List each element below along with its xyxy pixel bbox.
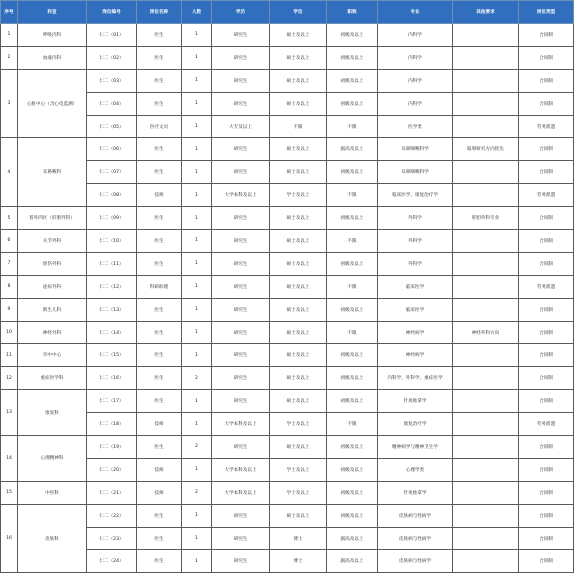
major-cell: 康复治疗学 [378, 413, 453, 436]
position-cell: 医生 [137, 298, 182, 321]
other-req-cell: 神经外科方向 [453, 321, 519, 344]
job-type-cell: 合同制 [519, 344, 574, 367]
table-row [1, 92, 574, 115]
table-row [1, 46, 574, 69]
count-cell: 1 [182, 46, 212, 69]
degree-cell: 硕士及以上 [270, 46, 327, 69]
seq-cell: 7 [1, 252, 18, 275]
other-req-cell [453, 24, 519, 47]
job-code-cell: 仁二（16） [87, 367, 137, 390]
job-code-cell: 仁二（12） [87, 275, 137, 298]
job-type-cell: 合同制 [519, 321, 574, 344]
degree-cell: 硕士及以上 [270, 275, 327, 298]
seq-cell: 4 [1, 138, 18, 207]
title-cell: 初级及以上 [327, 252, 378, 275]
education-cell: 研究生 [212, 367, 270, 390]
title-cell: 初级及以上 [327, 344, 378, 367]
education-cell: 研究生 [212, 252, 270, 275]
education-cell: 研究生 [212, 138, 270, 161]
table-row [1, 161, 574, 184]
education-cell: 研究生 [212, 321, 270, 344]
major-cell: 外科学 [378, 252, 453, 275]
other-req-cell [453, 92, 519, 115]
other-req-cell [453, 481, 519, 504]
job-code-cell: 仁二（22） [87, 504, 137, 527]
major-cell: 耳鼻咽喉科学 [378, 138, 453, 161]
education-cell: 研究生 [212, 46, 270, 69]
job-type-cell: 合同制 [519, 69, 574, 92]
major-cell: 内科学 [378, 92, 453, 115]
count-cell: 1 [182, 413, 212, 436]
count-cell: 1 [182, 298, 212, 321]
table-row [1, 481, 574, 504]
title-cell: 不限 [327, 413, 378, 436]
education-cell: 研究生 [212, 527, 270, 550]
dept-cell: 中医科 [18, 481, 87, 504]
title-cell: 副高及以上 [327, 138, 378, 161]
dept-cell: 血液内科 [18, 46, 87, 69]
job-code-cell: 仁二（07） [87, 161, 137, 184]
position-cell: 医生 [137, 207, 182, 230]
degree-cell: 硕士及以上 [270, 390, 327, 413]
degree-cell: 硕士及以上 [270, 161, 327, 184]
job-code-cell: 仁二（20） [87, 458, 137, 481]
title-cell: 不限 [327, 275, 378, 298]
table-row [1, 527, 574, 550]
job-code-cell: 仁二（24） [87, 550, 137, 573]
position-cell: 医生 [137, 344, 182, 367]
major-cell: 心理学类 [378, 458, 453, 481]
job-type-cell: 合同制 [519, 504, 574, 527]
count-cell: 1 [182, 230, 212, 253]
count-cell: 1 [182, 115, 212, 138]
title-cell: 初级及以上 [327, 24, 378, 47]
table-row [1, 390, 574, 413]
other-req-cell [453, 458, 519, 481]
degree-cell: 硕士及以上 [270, 298, 327, 321]
dept-cell: 耳鼻喉科 [18, 138, 87, 207]
job-code-cell: 仁二（19） [87, 436, 137, 459]
other-req-cell: 眩晕研究方向优先 [453, 138, 519, 161]
education-cell: 研究生 [212, 298, 270, 321]
job-code-cell: 仁二（05） [87, 115, 137, 138]
seq-cell: 15 [1, 481, 18, 504]
seq-cell: 5 [1, 207, 18, 230]
table-row [1, 275, 574, 298]
table-row [1, 115, 574, 138]
education-cell: 大学本科及以上 [212, 184, 270, 207]
major-cell: 外科学 [378, 207, 453, 230]
major-cell: 耳鼻咽喉科学 [378, 161, 453, 184]
education-cell: 研究生 [212, 550, 270, 573]
job-type-cell: 劳务派遣 [519, 115, 574, 138]
job-type-cell: 合同制 [519, 367, 574, 390]
degree-cell: 硕士及以上 [270, 92, 327, 115]
education-cell: 大学本科及以上 [212, 458, 270, 481]
job-code-cell: 仁二（11） [87, 252, 137, 275]
seq-cell: 13 [1, 390, 18, 436]
job-type-cell: 合同制 [519, 138, 574, 161]
job-code-cell: 仁二（18） [87, 413, 137, 436]
job-type-cell: 合同制 [519, 92, 574, 115]
job-code-cell: 仁二（10） [87, 230, 137, 253]
major-cell: 临床医学 [378, 275, 453, 298]
education-cell: 研究生 [212, 92, 270, 115]
job-type-cell: 合同制 [519, 252, 574, 275]
other-req-cell [453, 115, 519, 138]
table-row [1, 321, 574, 344]
degree-cell: 硕士及以上 [270, 138, 327, 161]
degree-cell: 硕士及以上 [270, 344, 327, 367]
title-cell: 初级及以上 [327, 92, 378, 115]
major-cell: 临床医学 [378, 298, 453, 321]
table-row [1, 504, 574, 527]
count-cell: 1 [182, 207, 212, 230]
major-cell: 皮肤病与性病学 [378, 504, 453, 527]
job-code-cell: 仁二（21） [87, 481, 137, 504]
job-type-cell: 合同制 [519, 24, 574, 47]
job-type-cell: 合同制 [519, 436, 574, 459]
other-req-cell [453, 504, 519, 527]
job-code-cell: 仁二（02） [87, 46, 137, 69]
dept-cell: 关节外科 [18, 230, 87, 253]
seq-cell: 14 [1, 436, 18, 482]
position-cell: 医生 [137, 252, 182, 275]
major-cell: 针灸推拿学 [378, 481, 453, 504]
seq-cell: 16 [1, 504, 18, 573]
degree-cell: 学士及以上 [270, 184, 327, 207]
job-type-cell: 合同制 [519, 46, 574, 69]
table-row [1, 138, 574, 161]
position-cell: 医生 [137, 230, 182, 253]
degree-cell: 硕士及以上 [270, 436, 327, 459]
education-cell: 研究生 [212, 436, 270, 459]
count-cell: 1 [182, 252, 212, 275]
job-type-cell: 合同制 [519, 550, 574, 573]
degree-cell: 硕士及以上 [270, 207, 327, 230]
degree-cell: 学士及以上 [270, 481, 327, 504]
degree-cell: 学士及以上 [270, 458, 327, 481]
job-code-cell: 仁二（06） [87, 138, 137, 161]
seq-cell: 10 [1, 321, 18, 344]
major-cell: 外科学 [378, 230, 453, 253]
other-req-cell [453, 527, 519, 550]
header-major: 专业 [378, 1, 453, 24]
degree-cell: 博士 [270, 527, 327, 550]
other-req-cell [453, 298, 519, 321]
education-cell: 研究生 [212, 230, 270, 253]
count-cell: 1 [182, 184, 212, 207]
other-req-cell [453, 161, 519, 184]
seq-cell: 3 [1, 69, 18, 138]
position-cell: 科研助理 [137, 275, 182, 298]
count-cell: 1 [182, 390, 212, 413]
header-dept: 科室 [18, 1, 87, 24]
degree-cell: 硕士及以上 [270, 321, 327, 344]
count-cell: 1 [182, 458, 212, 481]
position-cell: 医疗文员 [137, 115, 182, 138]
header-title: 职称 [327, 1, 378, 24]
other-req-cell [453, 46, 519, 69]
education-cell: 研究生 [212, 344, 270, 367]
degree-cell: 硕士及以上 [270, 504, 327, 527]
job-code-cell: 仁二（01） [87, 24, 137, 47]
major-cell: 内科学 [378, 69, 453, 92]
title-cell: 初级及以上 [327, 161, 378, 184]
position-cell: 医生 [137, 527, 182, 550]
seq-cell: 9 [1, 298, 18, 321]
other-req-cell [453, 550, 519, 573]
dept-cell: 新生儿科 [18, 298, 87, 321]
header-row [1, 1, 574, 24]
job-code-cell: 仁二（13） [87, 298, 137, 321]
title-cell: 初级及以上 [327, 207, 378, 230]
header-type: 岗位类型 [519, 1, 574, 24]
count-cell: 1 [182, 138, 212, 161]
position-cell: 医生 [137, 550, 182, 573]
education-cell: 大专及以上 [212, 115, 270, 138]
job-type-cell: 合同制 [519, 527, 574, 550]
job-type-cell: 合同制 [519, 458, 574, 481]
job-type-cell: 合同制 [519, 230, 574, 253]
education-cell: 大学本科及以上 [212, 481, 270, 504]
title-cell: 初级及以上 [327, 458, 378, 481]
count-cell: 2 [182, 367, 212, 390]
degree-cell: 硕士及以上 [270, 230, 327, 253]
position-cell: 技师 [137, 413, 182, 436]
title-cell: 初级及以上 [327, 367, 378, 390]
job-type-cell: 劳务派遣 [519, 413, 574, 436]
count-cell: 1 [182, 504, 212, 527]
count-cell: 1 [182, 161, 212, 184]
title-cell: 初级及以上 [327, 298, 378, 321]
job-code-cell: 仁二（08） [87, 184, 137, 207]
count-cell: 1 [182, 24, 212, 47]
count-cell: 2 [182, 481, 212, 504]
count-cell: 1 [182, 69, 212, 92]
count-cell: 1 [182, 550, 212, 573]
seq-cell: 2 [1, 46, 18, 69]
major-cell: 内科学、外科学、重症医学 [378, 367, 453, 390]
count-cell: 1 [182, 92, 212, 115]
table-row [1, 184, 574, 207]
major-cell: 精神病学与精神卫生学 [378, 436, 453, 459]
education-cell: 研究生 [212, 207, 270, 230]
education-cell: 研究生 [212, 275, 270, 298]
title-cell: 不限 [327, 115, 378, 138]
position-cell: 医生 [137, 161, 182, 184]
seq-cell: 11 [1, 344, 18, 367]
job-code-cell: 仁二（17） [87, 390, 137, 413]
education-cell: 大学本科及以上 [212, 413, 270, 436]
education-cell: 研究生 [212, 69, 270, 92]
job-code-cell: 仁二（14） [87, 321, 137, 344]
count-cell: 1 [182, 344, 212, 367]
job-type-cell: 劳务派遣 [519, 275, 574, 298]
job-type-cell: 劳务派遣 [519, 184, 574, 207]
degree-cell: 硕士及以上 [270, 367, 327, 390]
seq-cell: 6 [1, 230, 18, 253]
title-cell: 不限 [327, 321, 378, 344]
position-cell: 医生 [137, 69, 182, 92]
title-cell: 不限 [327, 184, 378, 207]
major-cell: 内科学 [378, 24, 453, 47]
other-req-cell [453, 252, 519, 275]
header-code: 岗位编号 [87, 1, 137, 24]
position-cell: 医生 [137, 46, 182, 69]
title-cell: 副高及以上 [327, 527, 378, 550]
seq-cell: 8 [1, 275, 18, 298]
count-cell: 1 [182, 275, 212, 298]
seq-cell: 1 [1, 24, 18, 47]
table-row [1, 252, 574, 275]
dept-cell: 心脏中心（含心电监测） [18, 69, 87, 138]
position-cell: 医生 [137, 436, 182, 459]
dept-cell: 心理精神科 [18, 436, 87, 482]
education-cell: 研究生 [212, 24, 270, 47]
dept-cell: 泌尿外科 [18, 275, 87, 298]
position-cell: 技师 [137, 481, 182, 504]
title-cell: 不限 [327, 230, 378, 253]
table-row [1, 458, 574, 481]
degree-cell: 硕士及以上 [270, 24, 327, 47]
job-code-cell: 仁二（15） [87, 344, 137, 367]
table-row [1, 550, 574, 573]
header-seq: 序号 [1, 1, 18, 24]
header-degree: 学位 [270, 1, 327, 24]
dept-cell: 重症医学科 [18, 367, 87, 390]
table-row [1, 24, 574, 47]
position-cell: 医生 [137, 138, 182, 161]
table-row [1, 298, 574, 321]
position-cell: 医生 [137, 24, 182, 47]
count-cell: 1 [182, 527, 212, 550]
job-type-cell: 合同制 [519, 390, 574, 413]
other-req-cell [453, 436, 519, 459]
major-cell: 临床医学、康复治疗学 [378, 184, 453, 207]
seq-cell: 12 [1, 367, 18, 390]
job-type-cell: 合同制 [519, 161, 574, 184]
major-cell: 针灸推拿学 [378, 390, 453, 413]
other-req-cell [453, 69, 519, 92]
major-cell: 神经病学 [378, 344, 453, 367]
major-cell: 皮肤病与性病学 [378, 527, 453, 550]
job-code-cell: 仁二（03） [87, 69, 137, 92]
table-row [1, 207, 574, 230]
major-cell: 医学类 [378, 115, 453, 138]
table-row [1, 230, 574, 253]
header-count: 人数 [182, 1, 212, 24]
dept-cell: 神经外科 [18, 321, 87, 344]
dept-cell: 呼吸内科 [18, 24, 87, 47]
title-cell: 初级及以上 [327, 390, 378, 413]
degree-cell: 不限 [270, 115, 327, 138]
degree-cell: 学士及以上 [270, 413, 327, 436]
title-cell: 初级及以上 [327, 69, 378, 92]
table-row [1, 436, 574, 459]
other-req-cell [453, 390, 519, 413]
header-other: 其他要求 [453, 1, 519, 24]
job-type-cell: 合同制 [519, 207, 574, 230]
position-cell: 医生 [137, 92, 182, 115]
table-body [1, 24, 574, 573]
degree-cell: 硕士及以上 [270, 252, 327, 275]
other-req-cell [453, 184, 519, 207]
job-code-cell: 仁二（09） [87, 207, 137, 230]
major-cell: 皮肤病与性病学 [378, 550, 453, 573]
table-row [1, 69, 574, 92]
other-req-cell [453, 367, 519, 390]
job-type-cell: 合同制 [519, 481, 574, 504]
degree-cell: 博士 [270, 550, 327, 573]
other-req-cell: 肝胆外科专业 [453, 207, 519, 230]
education-cell: 研究生 [212, 504, 270, 527]
dept-cell: 康复科 [18, 390, 87, 436]
other-req-cell [453, 413, 519, 436]
table-row [1, 344, 574, 367]
count-cell: 1 [182, 321, 212, 344]
job-type-cell: 合同制 [519, 298, 574, 321]
major-cell: 内科学 [378, 46, 453, 69]
other-req-cell [453, 344, 519, 367]
education-cell: 研究生 [212, 390, 270, 413]
major-cell: 神经病学 [378, 321, 453, 344]
table-row [1, 413, 574, 436]
title-cell: 副高及以上 [327, 550, 378, 573]
position-cell: 医生 [137, 504, 182, 527]
position-cell: 技师 [137, 184, 182, 207]
dept-cell: 皮肤科 [18, 504, 87, 573]
position-cell: 医生 [137, 390, 182, 413]
dept-cell: 卒中中心 [18, 344, 87, 367]
title-cell: 初级及以上 [327, 504, 378, 527]
education-cell: 研究生 [212, 161, 270, 184]
header-position: 岗位名称 [137, 1, 182, 24]
other-req-cell [453, 275, 519, 298]
title-cell: 初级及以上 [327, 481, 378, 504]
position-cell: 医生 [137, 367, 182, 390]
table-row [1, 367, 574, 390]
job-code-cell: 仁二（04） [87, 92, 137, 115]
position-cell: 医生 [137, 321, 182, 344]
position-cell: 技师 [137, 458, 182, 481]
job-code-cell: 仁二（23） [87, 527, 137, 550]
degree-cell: 硕士及以上 [270, 69, 327, 92]
dept-cell: 普外四区（肝胆外科） [18, 207, 87, 230]
other-req-cell [453, 230, 519, 253]
dept-cell: 创伤外科 [18, 252, 87, 275]
title-cell: 初级及以上 [327, 46, 378, 69]
count-cell: 2 [182, 436, 212, 459]
title-cell: 初级及以上 [327, 436, 378, 459]
header-education: 学历 [212, 1, 270, 24]
